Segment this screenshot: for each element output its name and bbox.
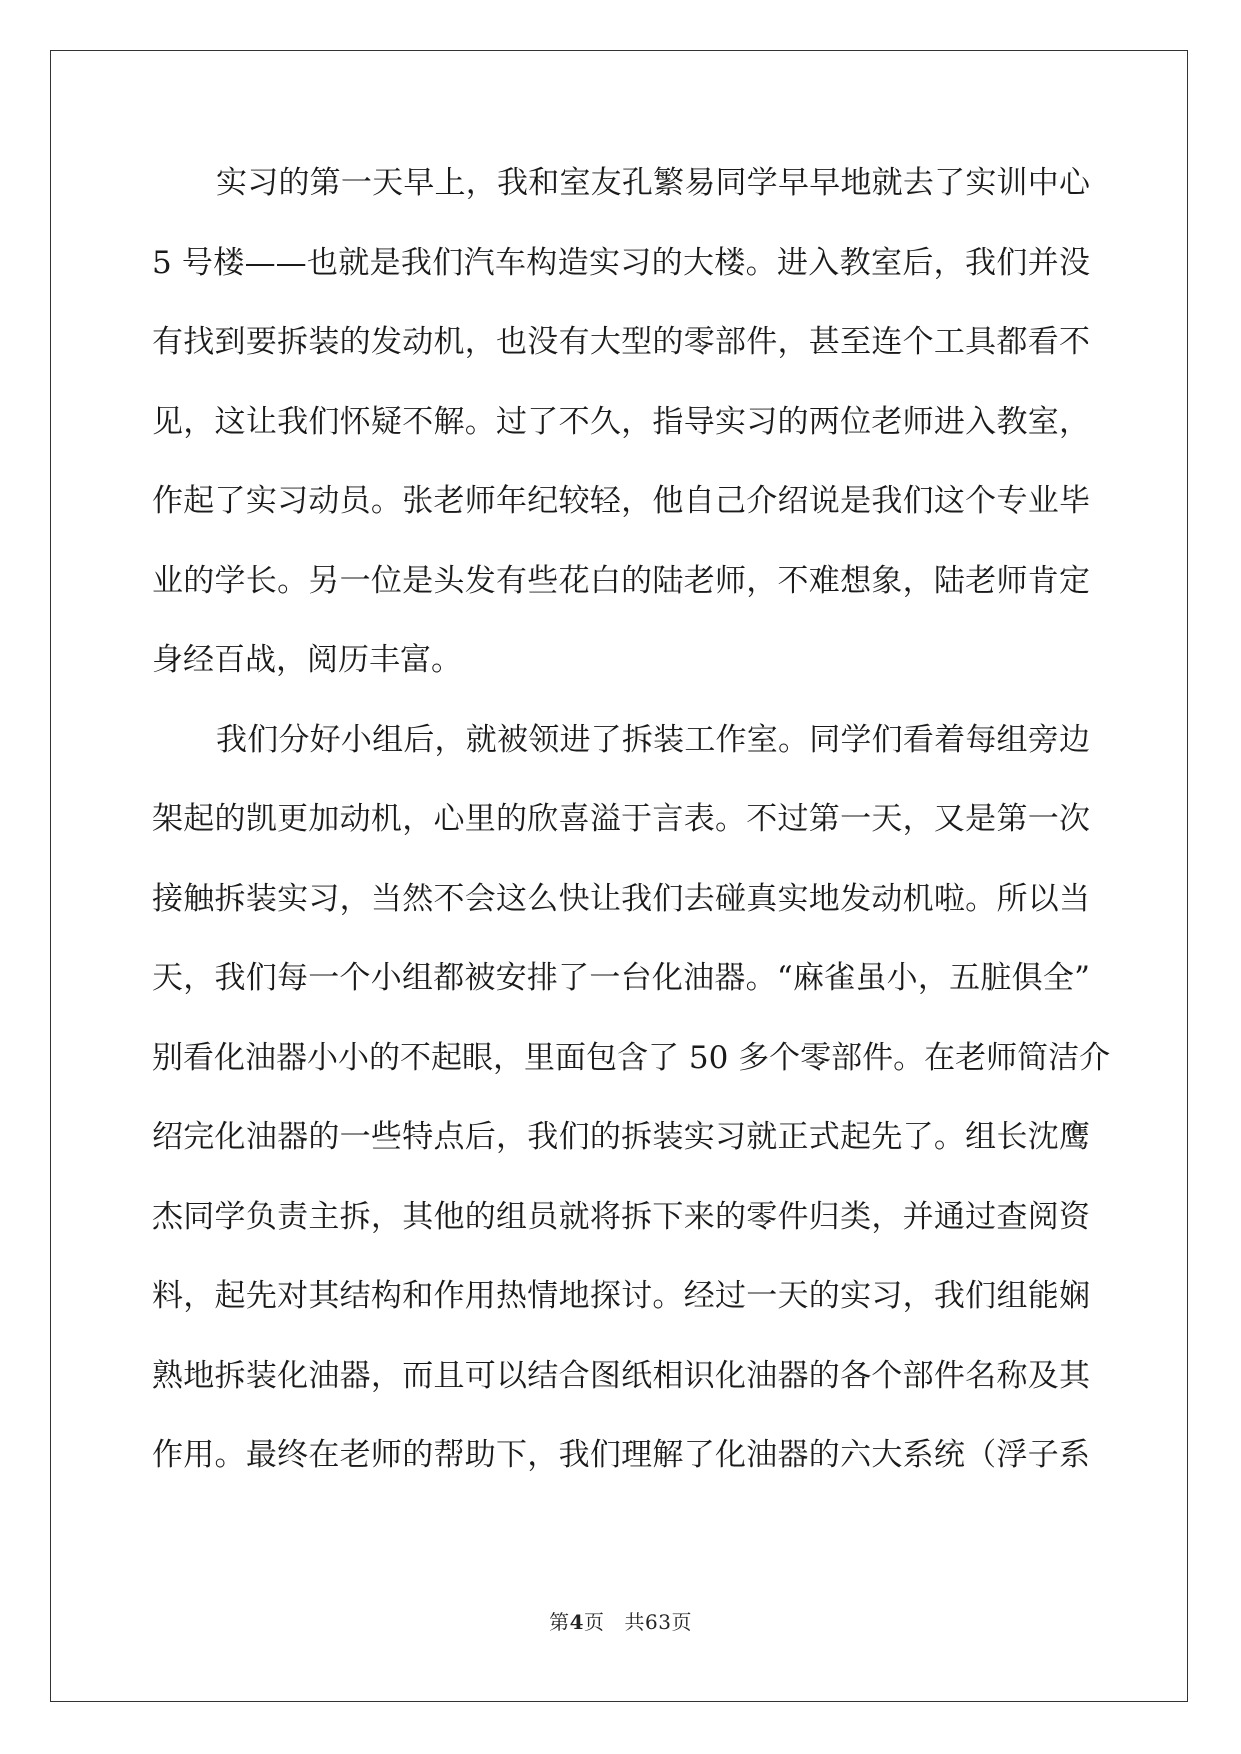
page-prefix: 第: [549, 1610, 570, 1634]
text-line: 作起了实习动员。张老师年纪较轻，他自己介绍说是我们这个专业毕: [152, 483, 1090, 519]
text-line: 杰同学负责主拆，其他的组员就将拆下来的零件归类，并通过查阅资: [152, 1198, 1090, 1235]
text-line: 见，这让我们怀疑不解。过了不久，指导实习的两位老师进入教室，: [152, 403, 1090, 440]
page-footer: [0, 1606, 1241, 1635]
text-line: 绍完化油器的一些特点后，我们的拆装实习就正式起先了。组长沈鹰: [152, 1119, 1090, 1155]
text-line: 熟地拆装化油器，而且可以结合图纸相识化油器的各个部件名称及其: [152, 1357, 1090, 1394]
text-line: 料，起先对其结构和作用热情地探讨。经过一天的实习，我们组能娴: [152, 1278, 1090, 1314]
total-pages: 63: [644, 1610, 672, 1634]
text-line: 作用。最终在老师的帮助下，我们理解了化油器的六大系统（浮子系: [152, 1437, 1090, 1473]
text-line: 身经百战，阅历丰富。: [152, 642, 462, 678]
text-line: 我们分好小组后，就被领进了拆装工作室。同学们看着每组旁边: [216, 721, 1090, 758]
text-line: 业的学长。另一位是头发有些花白的陆老师，不难想象，陆老师肯定: [152, 562, 1090, 599]
page-suffix: 页: [583, 1610, 605, 1634]
body-text: [152, 163, 1111, 1515]
text-line: 架起的凯更加动机，心里的欣喜溢于言表。不过第一天，又是第一次: [152, 801, 1090, 837]
paragraph-2: [152, 720, 1111, 1515]
text-line: 天，我们每一个小组都被安排了一台化油器。“麻雀虽小，五脏俱全”: [152, 960, 1090, 996]
total-suffix: 页: [671, 1610, 692, 1634]
paragraph-1: [152, 163, 1090, 720]
text-line: 别看化油器小小的不起眼，里面包含了 50 多个零部件。在老师简洁介: [152, 1039, 1111, 1076]
text-line: 实习的第一天早上，我和室友孔繁易同学早早地就去了实训中心: [216, 165, 1090, 201]
page-number: 4: [569, 1610, 584, 1634]
total-prefix: 共: [624, 1610, 645, 1634]
text-line: 5 号楼——也就是我们汽车构造实习的大楼。进入教室后，我们并没: [152, 244, 1090, 281]
text-line: 接触拆装实习，当然不会这么快让我们去碰真实地发动机啦。所以当: [152, 880, 1090, 917]
text-line: 有找到要拆装的发动机，也没有大型的零部件，甚至连个工具都看不: [152, 324, 1090, 360]
